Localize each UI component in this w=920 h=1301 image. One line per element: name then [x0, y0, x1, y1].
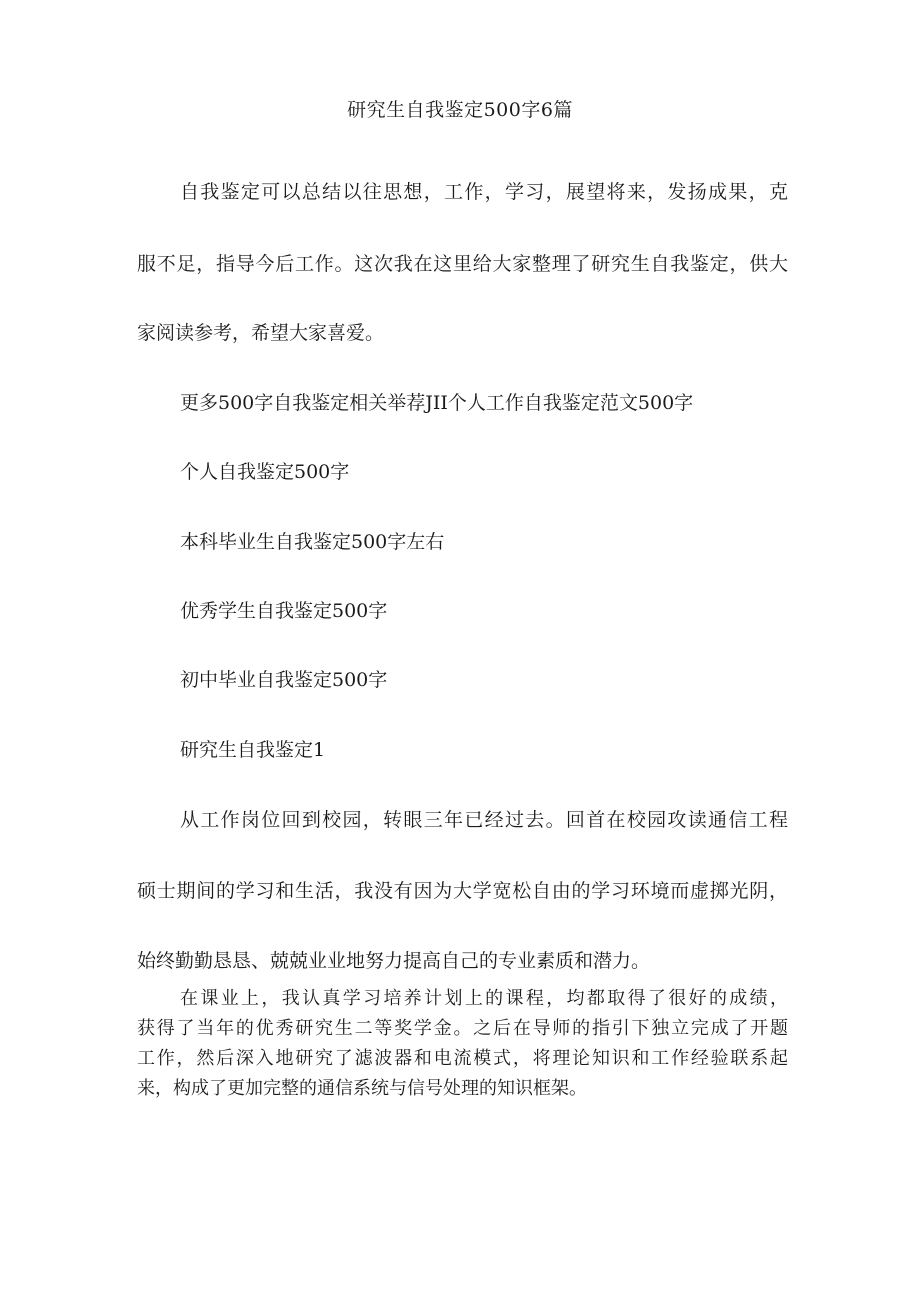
paragraph-line: 来，构成了更加完整的通信系统与信号处理的知识框架。 — [137, 1078, 587, 1099]
related-link[interactable]: 优秀学生自我鉴定500字 — [180, 600, 388, 622]
paragraph-line: 在课业上，我认真学习培养计划上的课程，均都取得了很好的成绩， — [180, 988, 788, 1009]
paragraph-line: 工作，然后深入地研究了滤波器和电流模式，将理论知识和工作经验联系起 — [137, 1048, 788, 1069]
paragraph-line: 硕士期间的学习和生活，我没有因为大学宽松自由的学习环境而虚掷光阴， — [137, 880, 788, 902]
document-title: 研究生自我鉴定500字6篇 — [347, 99, 573, 121]
related-link[interactable]: 初中毕业自我鉴定500字 — [180, 669, 388, 691]
related-link[interactable]: 个人自我鉴定500字 — [180, 461, 350, 483]
section-heading: 研究生自我鉴定1 — [180, 739, 326, 761]
paragraph-line: 始终勤勤恳恳、兢兢业业地努力提高自己的专业素质和潜力。 — [137, 950, 651, 972]
intro-line: 家阅读参考，希望大家喜爱。 — [137, 322, 385, 344]
paragraph-block — [137, 984, 788, 1104]
intro-line: 自我鉴定可以总结以往思想，工作，学习，展望将来，发扬成果，克 — [180, 181, 788, 203]
paragraph-line: 获得了当年的优秀研究生二等奖学金。之后在导师的指引下独立完成了开题 — [137, 1018, 788, 1039]
paragraph-line: 从工作岗位回到校园，转眼三年已经过去。回首在校园攻读通信工程 — [180, 809, 788, 831]
related-link[interactable]: 本科毕业生自我鉴定500字左右 — [180, 531, 445, 553]
intro-line: 服不足，指导今后工作。这次我在这里给大家整理了研究生自我鉴定，供大 — [137, 253, 788, 275]
related-heading: 更多500字自我鉴定相关举荐JII个人工作自我鉴定范文500字 — [180, 392, 694, 414]
